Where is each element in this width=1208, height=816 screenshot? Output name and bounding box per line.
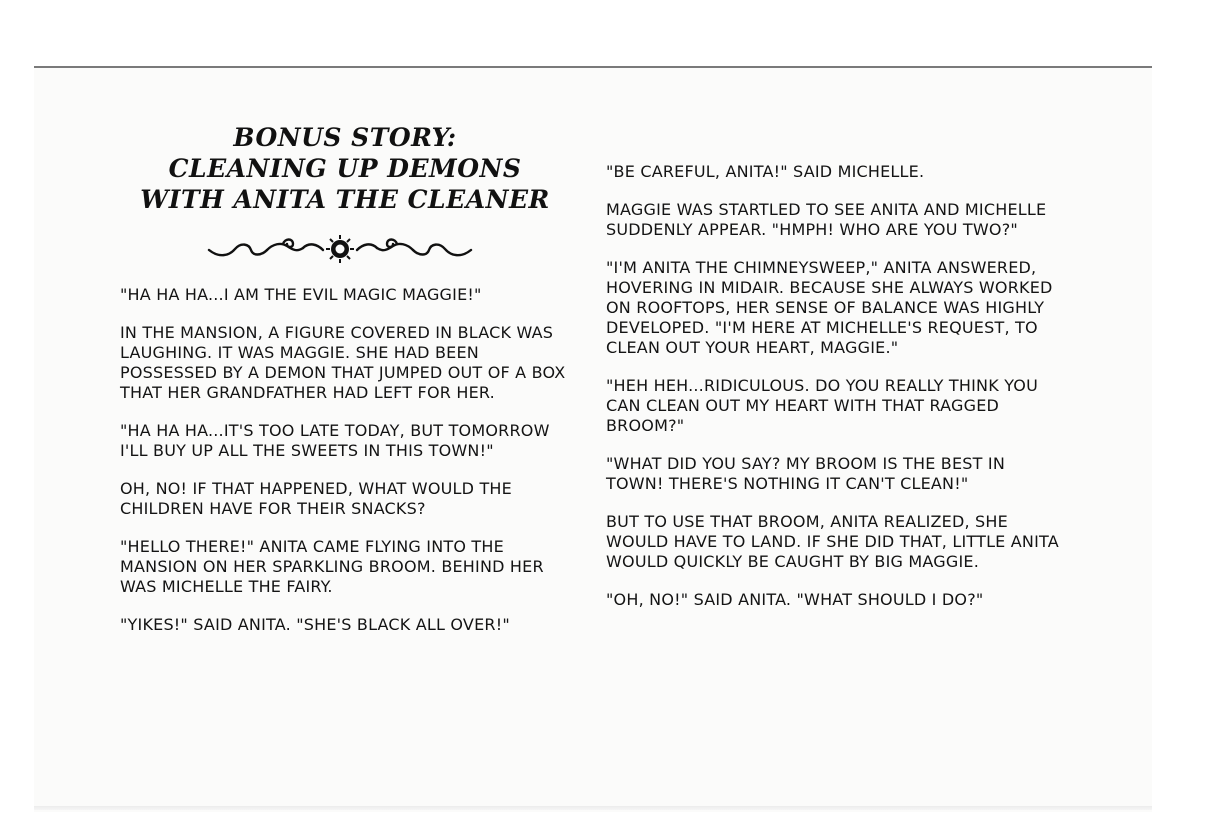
paragraph: "HA HA HA...IT'S TOO LATE TODAY, BUT TOMORROW I'LL BUY UP ALL THE SWEETS IN THIS TOWN!": [120, 421, 550, 460]
title-line-1: BONUS STORY:: [233, 123, 457, 152]
story-title: [140, 122, 550, 215]
left-text-column: [120, 285, 580, 653]
paragraph: "I'M ANITA THE CHIMNEYSWEEP," ANITA ANSWERED, HOVERING IN MIDAIR. BECAUSE SHE ALWAYS WORKED ON ROOFTOPS, HER SENSE OF BALANCE WAS HIGHLY DEVELOPED. "I'M HERE AT MICHELLE'S REQUEST, TO CLEAN OUT YOUR HEART, MAGGIE.": [606, 258, 1053, 357]
page-bottom-edge: [34, 806, 1152, 810]
paragraph: "HEH HEH...RIDICULOUS. DO YOU REALLY THINK YOU CAN CLEAN OUT MY HEART WITH THAT RAGGED BROOM?": [606, 376, 1038, 435]
flourish-divider-icon: [205, 232, 475, 266]
paragraph: IN THE MANSION, A FIGURE COVERED IN BLACK WAS LAUGHING. IT WAS MAGGIE. SHE HAD BEEN POSSESSED BY A DEMON THAT JUMPED OUT OF A BOX THAT HER GRANDFATHER HAD LEFT FOR HER.: [120, 323, 566, 402]
paragraph: "WHAT DID YOU SAY? MY BROOM IS THE BEST IN TOWN! THERE'S NOTHING IT CAN'T CLEAN!": [606, 454, 1006, 493]
paragraph: "OH, NO!" SAID ANITA. "WHAT SHOULD I DO?": [606, 590, 984, 609]
right-text-column: [606, 162, 1066, 628]
paragraph: "YIKES!" SAID ANITA. "SHE'S BLACK ALL OVER!": [120, 615, 510, 634]
paragraph: BUT TO USE THAT BROOM, ANITA REALIZED, SHE WOULD HAVE TO LAND. IF SHE DID THAT, LITTLE ANITA WOULD QUICKLY BE CAUGHT BY BIG MAGGIE.: [606, 512, 1059, 571]
paragraph: "HA HA HA...I AM THE EVIL MAGIC MAGGIE!": [120, 285, 482, 304]
paragraph: OH, NO! IF THAT HAPPENED, WHAT WOULD THE CHILDREN HAVE FOR THEIR SNACKS?: [120, 479, 512, 518]
paragraph: "BE CAREFUL, ANITA!" SAID MICHELLE.: [606, 162, 925, 181]
paragraph: MAGGIE WAS STARTLED TO SEE ANITA AND MICHELLE SUDDENLY APPEAR. "HMPH! WHO ARE YOU TWO?": [606, 200, 1047, 239]
paragraph: "HELLO THERE!" ANITA CAME FLYING INTO THE MANSION ON HER SPARKLING BROOM. BEHIND HER WAS MICHELLE THE FAIRY.: [120, 537, 544, 596]
title-line-3: WITH ANITA THE CLEANER: [140, 185, 550, 214]
title-line-2: CLEANING UP DEMONS: [168, 154, 522, 183]
